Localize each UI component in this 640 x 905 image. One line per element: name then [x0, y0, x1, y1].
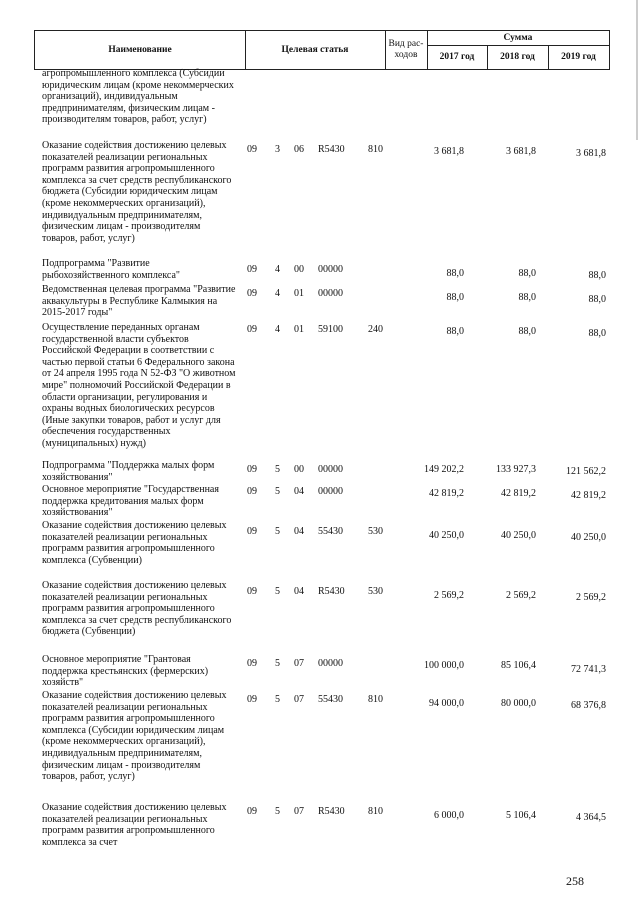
row-code-a: 09 [247, 806, 257, 817]
row-sum-2017: 88,0 [446, 292, 464, 303]
row-sum-2018: 133 927,3 [496, 464, 536, 475]
row-sum-2019: 2 569,2 [576, 592, 606, 603]
row-code-e: 00000 [318, 264, 343, 275]
row-code-d: 07 [294, 694, 304, 705]
row-code-a: 09 [247, 264, 257, 275]
row-code-a: 09 [247, 526, 257, 537]
row-sum-2017: 42 819,2 [429, 488, 464, 499]
row-code-a: 09 [247, 144, 257, 155]
row-sum-2017: 6 000,0 [434, 810, 464, 821]
row-sum-2018: 3 681,8 [506, 146, 536, 157]
row-sum-2019: 3 681,8 [576, 148, 606, 159]
row-code-e: R5430 [318, 586, 345, 597]
row-vid: 810 [368, 144, 383, 155]
row-vid: 240 [368, 324, 383, 335]
row-vid: 810 [368, 806, 383, 817]
row-sum-2019: 68 376,8 [571, 700, 606, 711]
row-code-d: 01 [294, 324, 304, 335]
row-code-b: 5 [275, 694, 280, 705]
row-code-a: 09 [247, 658, 257, 669]
header-year-2018: 2018 год [487, 45, 549, 69]
row-sum-2019: 40 250,0 [571, 532, 606, 543]
row-code-b: 4 [275, 264, 280, 275]
row-vid: 810 [368, 694, 383, 705]
row-code-a: 09 [247, 586, 257, 597]
row-name: агропромышленного комплекса (Субсидии юридическим лицам (кроме некоммерческих организаций), индивидуальным предпринимателям, физическим лицам - производителям товаров, работ, услуг) [42, 68, 234, 126]
header-code: Целевая статья [245, 31, 386, 69]
header-year-2019: 2019 год [561, 51, 596, 62]
row-sum-2017: 3 681,8 [434, 146, 464, 157]
row-code-b: 5 [275, 658, 280, 669]
row-vid: 530 [368, 526, 383, 537]
row-sum-2017: 40 250,0 [429, 530, 464, 541]
row-code-a: 09 [247, 288, 257, 299]
table-header [34, 30, 610, 70]
row-sum-2018: 2 569,2 [506, 590, 536, 601]
row-sum-2019: 42 819,2 [571, 490, 606, 501]
row-code-d: 00 [294, 464, 304, 475]
row-name: Осуществление переданных органам государственной власти субъектов Российской Федерации в соответствии с частью первой статьи 6 Федерального закона от 24 апреля 1995 года N 52-ФЗ "О животном мире" полномочий Российской Федерации в области организации, регулирования и охраны водных биологических ресурсов (Иные закупки товаров, работ и услуг для обеспечения государственных (муниципальных) нужд) [42, 322, 236, 449]
row-sum-2018: 42 819,2 [501, 488, 536, 499]
row-code-a: 09 [247, 486, 257, 497]
row-sum-2018: 85 106,4 [501, 660, 536, 671]
row-code-b: 3 [275, 144, 280, 155]
row-sum-2018: 80 000,0 [501, 698, 536, 709]
row-sum-2017: 100 000,0 [424, 660, 464, 671]
row-code-b: 4 [275, 324, 280, 335]
row-sum-2019: 4 364,5 [576, 812, 606, 823]
row-name: Оказание содействия достижению целевых показателей реализации региональных программ развития агропромышленного комплекса (Субвенции) [42, 520, 227, 566]
row-code-b: 5 [275, 586, 280, 597]
row-name: Оказание содействия достижению целевых показателей реализации региональных программ развития агропромышленного комплекса за счет [42, 802, 227, 848]
row-sum-2018: 88,0 [518, 268, 536, 279]
row-code-e: 00000 [318, 464, 343, 475]
row-code-b: 5 [275, 464, 280, 475]
header-year-2017: 2017 год [427, 45, 488, 69]
row-code-b: 5 [275, 526, 280, 537]
row-code-a: 09 [247, 324, 257, 335]
row-name: Основное мероприятие "Грантовая поддержка крестьянских (фермерских) хозяйств" [42, 654, 209, 689]
header-name: Наименование [35, 31, 246, 69]
row-sum-2019: 88,0 [588, 328, 606, 339]
header-sum [427, 31, 609, 69]
row-name: Основное мероприятие "Государственная поддержка кредитования малых форм хозяйствования" [42, 484, 219, 519]
row-code-d: 07 [294, 658, 304, 669]
row-sum-2018: 40 250,0 [501, 530, 536, 541]
row-sum-2019: 72 741,3 [571, 664, 606, 675]
row-code-d: 04 [294, 586, 304, 597]
page-number: 258 [566, 874, 584, 888]
row-code-e: 00000 [318, 288, 343, 299]
row-name: Ведомственная целевая программа "Развитие аквакультуры в Республике Калмыкия на 2015-2017 годы" [42, 284, 236, 319]
row-code-b: 5 [275, 806, 280, 817]
row-code-d: 04 [294, 486, 304, 497]
row-sum-2019: 88,0 [588, 270, 606, 281]
row-code-d: 04 [294, 526, 304, 537]
row-code-e: R5430 [318, 144, 345, 155]
row-sum-2017: 2 569,2 [434, 590, 464, 601]
row-sum-2018: 88,0 [518, 326, 536, 337]
row-code-d: 00 [294, 264, 304, 275]
row-code-e: 55430 [318, 526, 343, 537]
row-code-e: 00000 [318, 486, 343, 497]
row-sum-2017: 94 000,0 [429, 698, 464, 709]
row-name: Оказание содействия достижению целевых показателей реализации региональных программ развития агропромышленного комплекса за счет средств республиканского бюджета (Субвенции) [42, 580, 232, 638]
row-sum-2018: 88,0 [518, 292, 536, 303]
scan-edge-mark [636, 0, 638, 140]
row-sum-2018: 5 106,4 [506, 810, 536, 821]
row-vid: 530 [368, 586, 383, 597]
row-sum-2019: 88,0 [588, 294, 606, 305]
row-code-e: R5430 [318, 806, 345, 817]
row-code-a: 09 [247, 694, 257, 705]
row-code-e: 00000 [318, 658, 343, 669]
row-code-e: 55430 [318, 694, 343, 705]
row-sum-2017: 88,0 [446, 268, 464, 279]
row-code-a: 09 [247, 464, 257, 475]
row-sum-2017: 88,0 [446, 326, 464, 337]
row-code-e: 59100 [318, 324, 343, 335]
row-name: Оказание содействия достижению целевых показателей реализации региональных программ развития агропромышленного комплекса (Субсидии юридическим лицам (кроме некоммерческих организаций), индивидуальным предпринимателям, физическим лицам - производителям товаров, работ, услуг) [42, 690, 227, 783]
header-sum-title: Сумма [427, 31, 609, 46]
row-code-d: 06 [294, 144, 304, 155]
header-vid: Вид рас-ходов [385, 31, 428, 69]
row-code-d: 07 [294, 806, 304, 817]
row-sum-2017: 149 202,2 [424, 464, 464, 475]
row-name: Оказание содействия достижению целевых показателей реализации региональных программ развития агропромышленного комплекса за счет средств республиканского бюджета (Субсидии юридическим лицам (кроме некоммерческих организаций), индивидуальным предпринимателям, физическим лицам - производителям товаров, работ, услуг) [42, 140, 232, 244]
row-code-d: 01 [294, 288, 304, 299]
row-sum-2019: 121 562,2 [566, 466, 606, 477]
row-code-b: 4 [275, 288, 280, 299]
row-name: Подпрограмма "Поддержка малых форм хозяйствования" [42, 460, 215, 483]
row-name: Подпрограмма "Развитие рыбохозяйственного комплекса" [42, 258, 181, 281]
row-code-b: 5 [275, 486, 280, 497]
